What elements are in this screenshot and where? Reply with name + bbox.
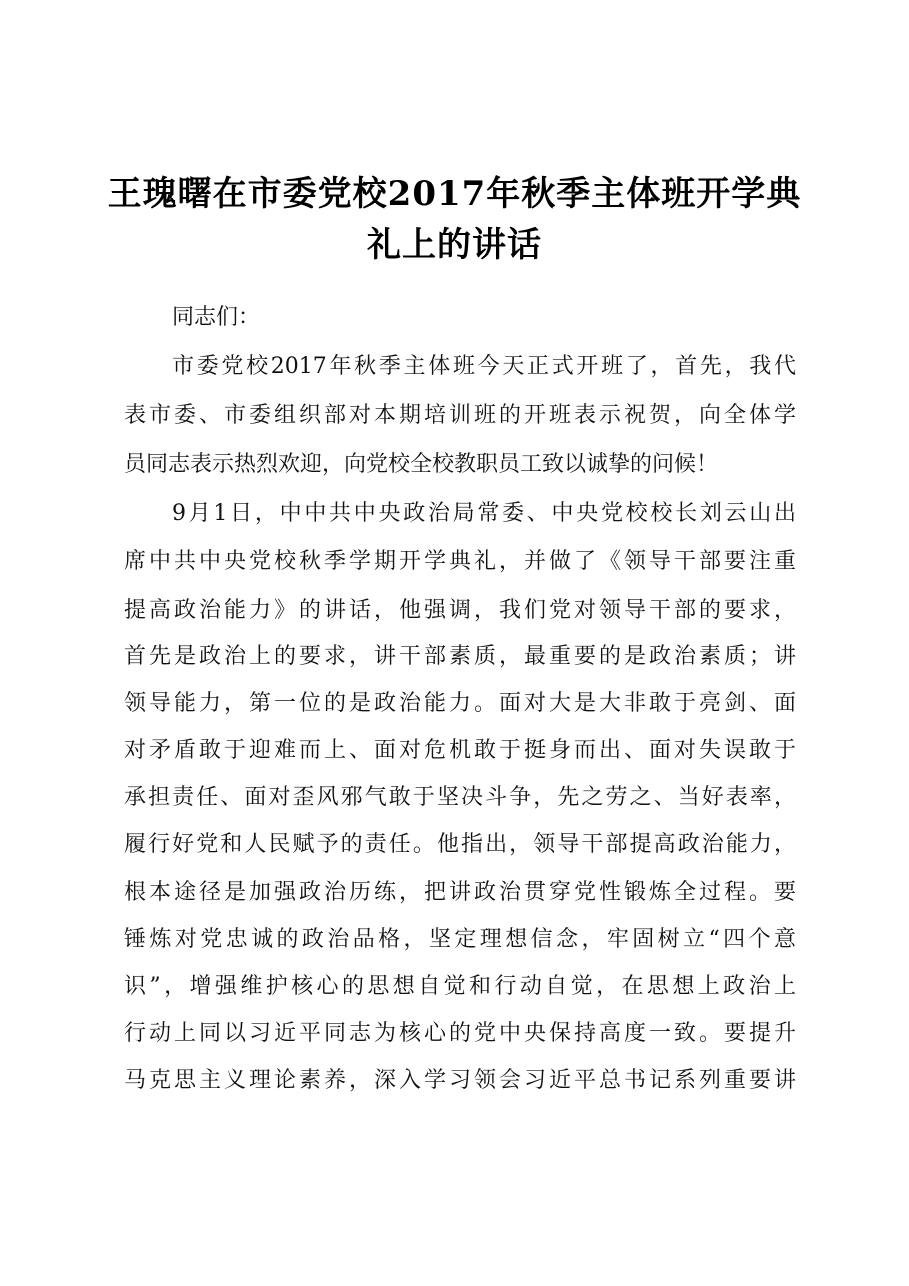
paragraph-2-line: 提高政治能力》的讲话，他强调，我们党对领导干部的要求， [124, 598, 796, 623]
document-title-line-1: 王瑰曙在市委党校2017年秋季主体班开学典 [107, 174, 802, 214]
paragraph-2-line: 首先是政治上的要求，讲干部素质，最重要的是政治素质；讲 [124, 644, 796, 669]
paragraph-2-line: 履行好党和人民赋予的责任。他指出，领导干部提高政治能力， [124, 832, 796, 857]
paragraph-1-line: 表市委、市委组织部对本期培训班的开班表示祝贺，向全体学 [124, 403, 796, 428]
paragraph-2-line: 承担责任、面对歪风邪气敢于坚决斗争，先之劳之、当好表率， [124, 785, 796, 810]
paragraph-1-line: 市委党校2017年秋季主体班今天正式开班了，首先，我代 [172, 354, 796, 379]
paragraph-2-line: 对矛盾敢于迎难而上、面对危机敢于挺身而出、面对失误敢于 [124, 738, 796, 763]
paragraph-2-line: 席中共中央党校秋季学期开学典礼，并做了《领导干部要注重 [124, 549, 796, 574]
paragraph-2-line: 马克思主义理论素养，深入学习领会习近平总书记系列重要讲 [124, 1068, 796, 1093]
paragraph-2-line: 识”，增强维护核心的思想自觉和行动自觉，在思想上政治上 [124, 974, 796, 999]
paragraph-2-line: 锤炼对党忠诚的政治品格，坚定理想信念，牢固树立“四个意 [124, 927, 796, 952]
paragraph-1-line: 员同志表示热烈欢迎，向党校全校教职员工致以诚挚的问候！ [124, 452, 719, 477]
paragraph-2-line: 根本途径是加强政治历练，把讲政治贯穿党性锻炼全过程。要 [124, 880, 796, 905]
document-title-line-2: 礼上的讲话 [367, 225, 542, 265]
salutation: 同志们： [172, 305, 261, 330]
paragraph-2-line: 行动上同以习近平同志为核心的党中央保持高度一致。要提升 [124, 1021, 796, 1046]
paragraph-2-line: 9月1日，中中共中央政治局常委、中央党校校长刘云山出 [172, 501, 796, 526]
paragraph-2-line: 领导能力，第一位的是政治能力。面对大是大非敢于亮剑、面 [124, 691, 796, 716]
